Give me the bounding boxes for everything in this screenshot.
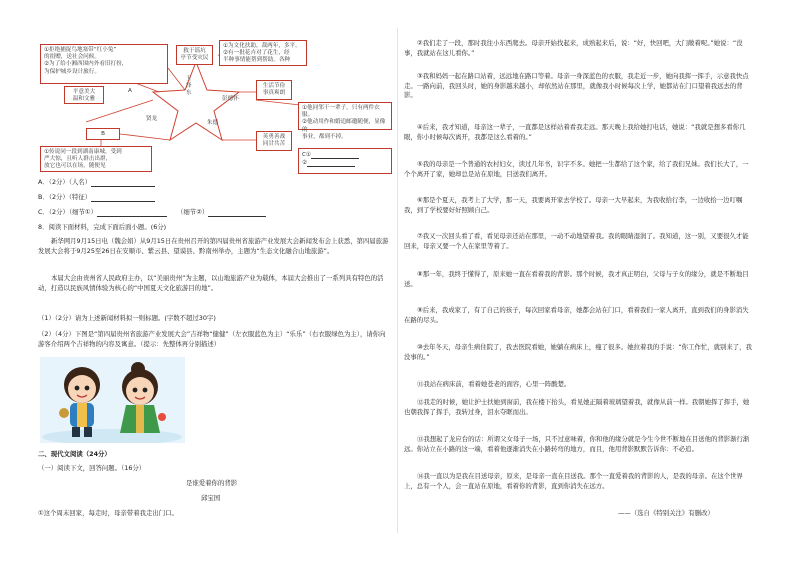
- article-para-12: ⑫我走的时候，她让护士扶她到窗前，我在楼下抬头，看见她正隔着玻璃望着我，就像从前一样。我朝她挥了挥手，她也朝我挥了挥手，我转过身，泪水夺眶而出。: [404, 398, 750, 416]
- diagram-box-top-right: ①为文化扶助，裁两年，多平。 ②有一批花卉对了花生，经 半种事情能帮到帮助。各种: [219, 40, 307, 66]
- article-para-2: ②我们走了一段，那时我往小东西爬去。母亲开始找起来，成熟起来后，说：“好，快回吧，大门敞着呢。”她说：“没事，我就站在这儿看你。”: [404, 39, 743, 57]
- diagram-box-mid-left: 平意美大 温和文雅: [64, 86, 104, 104]
- diagram-label-a: A: [128, 88, 132, 94]
- diagram-box-right-mid: 生活节俭 事真爽朗: [256, 80, 292, 100]
- article-para-13: ⑬我想起了龙应台的话：所谓父女母子一场，只不过意味着，你和他的缘分就是今生今世不断地在目送他的背影渐行渐远。你站立在小路的这一端，看着他逐渐消失在小路转弯的地方，而且，他用背影默默告诉你：不必追。: [404, 435, 750, 453]
- question-8-para-1: 新华网月9月15日电（魏会娟）从9月15日在贵州召开的第四届贵州省旅游产业发展大会新闻发布会上获悉，第四届旅游发展大会将于9月25至26日在安顺市、紫云县、望谟县、黔南州举办，主题为“生态文化融合山地旅游”。: [38, 237, 389, 255]
- mascot-illustration: [40, 357, 185, 443]
- article-author: 邱宝国: [201, 494, 221, 502]
- star-label-right: 彭德怀: [222, 96, 239, 102]
- article-para-8: ⑧那一年，我终于懂得了，原来她一直在看着我的背影。那个时候，我才真正明白，父母与子女的缘分，就是不断地目送。: [404, 270, 749, 288]
- diagram-box-top-left: ①拒绝捕捉鸟地塞带“红小兔” 的捐赠，送社会问候。 ②为了给小湘西围内外看旧打扮， 为保护城乡设计旅行。: [40, 44, 168, 84]
- question-8-heading: 8．阅读下面材料，完成下面后面小题。(6分): [38, 223, 167, 231]
- article-source: ——（选自《特别关注》有删改）: [618, 509, 714, 517]
- star-label-top: 王泽东: [186, 76, 192, 96]
- question-8-para-2: 本届大会由贵州省人民政府主办，以“美丽贵州”为主题，以山地旅游产业为载体，本届大会推出了一系列具有特色的活动，打造以民族风情体验为核心的“中国夏天文化旅游目的地”。: [38, 274, 384, 292]
- question-b: B．（2分）（特征）: [38, 193, 155, 202]
- diagram-box-right-detail: ①他同邻干一辈子，只有两件衣服。 ②他动用作和婚追邮邀随便，显像的 事业，都到不掉。: [298, 102, 392, 130]
- article-para-5: ⑤我的母亲是一个普通的农村妇女，读过几年书，识字不多。她把一生都给了这个家，给了我们兄妹。我们长大了，一个个离开了家，她却总是站在原地，目送我们离开。: [404, 160, 749, 178]
- article-title: 是谁爱着你的背影: [186, 479, 238, 487]
- article-para-7: ⑦我又一次回头看了看，看见母亲还站在那里，一动不动地望着我。我的眼睛湿润了。我知道，这一别，又要很久才能回来，母亲又要一个人在家里等着了。: [404, 232, 749, 250]
- article-para-4: ④后来，我才知道，母亲这一辈子，一直都是这样站着看我走远。那天晚上我给她打电话，她说：“我就是想多看你几眼，你小时候每次离开，我都是这么看着的。”: [404, 123, 746, 141]
- question-c: C．（2分）（细节①） （细节②）: [38, 208, 266, 217]
- question-a: A．（2分）（人名）: [38, 178, 155, 187]
- article-para-6: ⑥那是个夏天，我考上了大学，那一天，我要离开家去学校了。母亲一大早起来，为我收拾行李，一边收拾一边叮嘱我，到了学校要好好照顾自己。: [404, 196, 743, 214]
- column-divider: [397, 28, 398, 533]
- diagram-box-bottom-left: ①传说同一段到湖南康城，受到 严大惊，且听人群击出群， 放它也可以在场，随便见: [40, 146, 152, 172]
- diagram-box-right-c: C① ②: [298, 148, 392, 174]
- article-para-9: ⑨后来，我成家了，有了自己的孩子，每次回家看母亲，她都会站在门口，看着我们一家人离开，直到我们的身影消失在路的尽头。: [404, 306, 749, 324]
- section-2-heading: 二、现代文阅读（24分）: [38, 450, 111, 458]
- question-8-sub-2: （2）（4分）下图是“第四届贵州省旅游产业发展大会”吉祥物“健健”（左衣服蓝色为主）“乐乐”（右衣服绿色为主），请你向游客介绍两个吉祥物的内容及寓意。（提示：先整体再分别描述）: [38, 330, 386, 348]
- diagram-box-right-lower: 英勇善战 同甘共苦: [256, 131, 292, 151]
- article-para-11: ⑪我站在病床前，看着她苍老的面容，心里一阵酸楚。: [417, 380, 571, 388]
- star-label-bottom: 朱德: [207, 120, 219, 126]
- article-para-3: ③我和妈妈一起在路口站着，远远地在路口等着。母亲一身深蓝色的衣服，我走近一步，她向我挥一挥手，示意我快点走。一路向前，我回头时，她的身影越来越小，却依然站在那里，就像我小时候每次上学，她都站在门口望着我远去的背影。: [404, 72, 749, 100]
- article-para-1: ①这个周末回家，每走时，母亲带着我走出门口。: [38, 509, 178, 517]
- diagram-box-b: B: [86, 128, 120, 140]
- section-2-sub: （一）阅读下文，回答问题。（16分）: [38, 464, 146, 472]
- diagram-box-top-center: 救于谣坑 亭节受灾民: [176, 45, 213, 65]
- question-8-sub-1: （1）（2分）请为上述新闻材料拟一则标题。(字数不超过30字): [38, 314, 216, 322]
- star-label-left: 贤龙: [146, 116, 158, 122]
- article-para-10: ⑩去年冬天，母亲生病住院了，我去医院看她，她躺在病床上，瘦了很多。她拉着我的手说：“你工作忙，就别来了，我没事的。”: [404, 343, 752, 361]
- article-para-14: ⑭我一直以为是我在目送母亲，原来，是母亲一直在目送我。那个一直爱着我的背影的人，是我的母亲。在这个世界上，总有一个人，会一直站在原地，看着你的背影，直到你消失在远方。: [404, 472, 743, 490]
